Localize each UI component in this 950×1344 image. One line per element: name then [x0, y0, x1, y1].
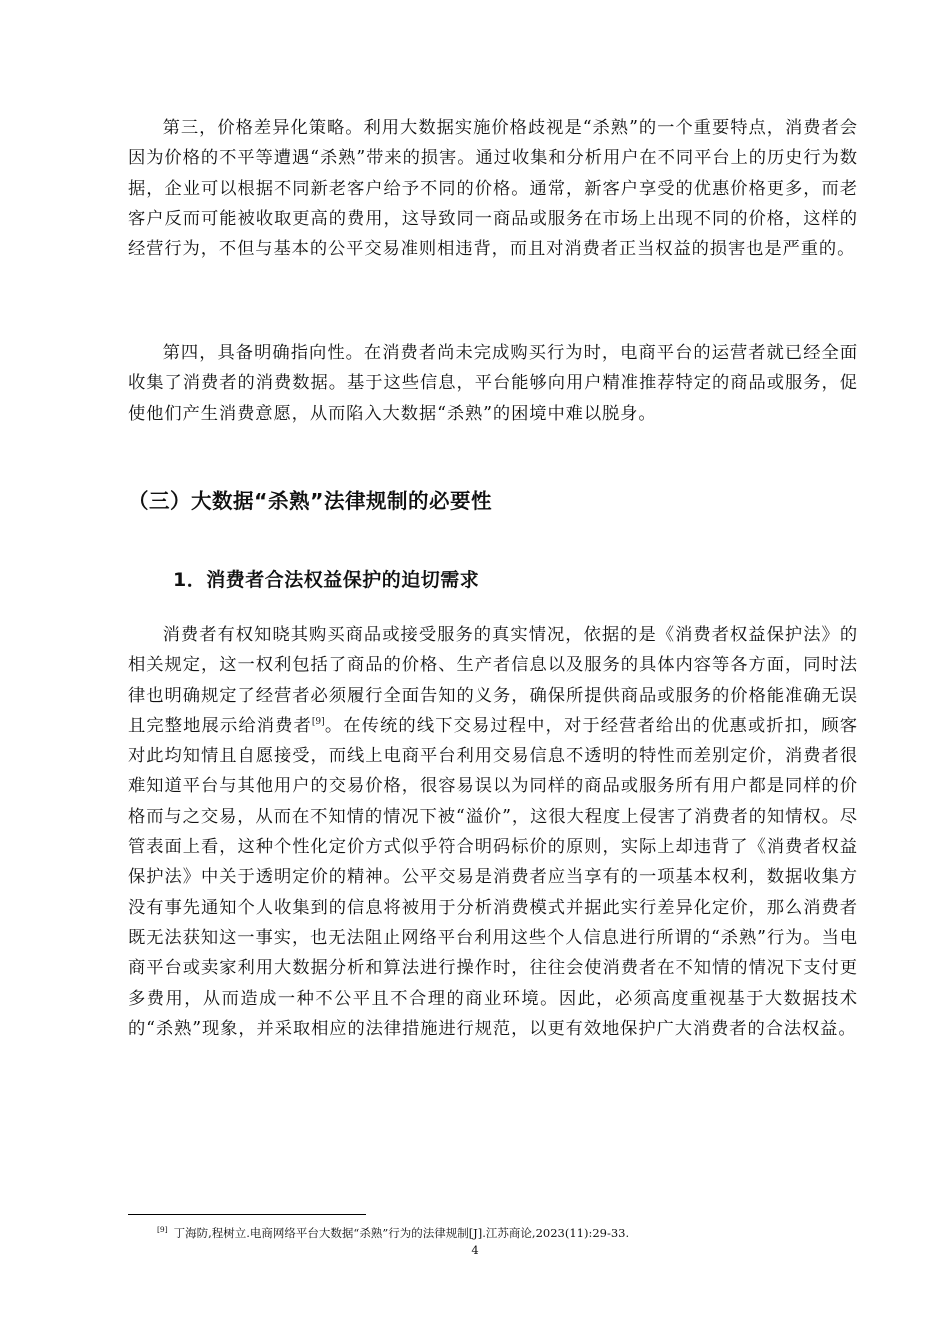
footnote-text: 丁海防,程树立.电商网络平台大数据“杀熟”行为的法律规制[J].江苏商论,2023(11):29-33.	[173, 1226, 630, 1240]
paragraph-price-differentiation: 第三，价格差异化策略。利用大数据实施价格歧视是“杀熟”的一个重要特点，消费者会因为价格的不平等遭遇“杀熟”带来的损害。通过收集和分析用户在不同平台上的历史行为数据，企业可以根据不同新老客户给予不同的价格。通常，新客户享受的优惠价格更多，而老客户反而可能被收取更高的费用，这导致同一商品或服务在市场上出现不同的价格，这样的经营行为，不但与基本的公平交易准则相违背，而且对消费者正当权益的损害也是严重的。	[128, 118, 858, 260]
paragraph-targeting: 第四，具备明确指向性。在消费者尚未完成购买行为时，电商平台的运营者就已经全面收集了消费者的消费数据。基于这些信息，平台能够向用户精准推荐特定的商品或服务，促使他们产生消费意愿，从而陷入大数据“杀熟”的困境中难以脱身。	[128, 343, 858, 424]
section-heading: （三）大数据“杀熟”法律规制的必要性	[128, 489, 492, 513]
page-number: 4	[471, 1243, 479, 1257]
footnote	[157, 1226, 857, 1240]
subsection-heading: 1．消费者合法权益保护的迫切需求	[173, 569, 480, 591]
paragraph-text-part: 。在传统的线下交易过程中，对于经营者给出的优惠或折扣，顾客对此均知情且自愿接受，而线上电商平台利用交易信息不透明的特性而差别定价，消费者很难知道平台与其他用户的交易价格，很容易误以为同样的商品或服务所有用户都是同样的价格而与之交易，从而在不知情的情况下被“溢价”，这很大程度上侵害了消费者的知情权。尽管表面上看，这种个性化定价方式似乎符合明码标价的原则，实际上却违背了《消费者权益保护法》中关于透明定价的精神。公平交易是消费者应当享有的一项基本权利，数据收集方没有事先通知个人收集到的信息将被用于分析消费模式并据此实行差异化定价，那么消费者既无法获知这一事实，也无法阻止网络平台利用这些个人信息进行所谓的“杀熟”行为。当电商平台或卖家利用大数据分析和算法进行操作时，往往会使消费者在不知情的情况下支付更多费用，从而造成一种不公平且不合理的商业环境。因此，必须高度重视基于大数据技术的“杀熟”现象，并采取相应的法律措施进行规范，以更有效地保护广大消费者的合法权益。	[128, 715, 858, 1039]
paragraph-text-part: 消费者有权知晓其购买商品或接受服务的真实情况，依据的是《消费者权益保护法》的相关规定，这一权利包括了商品的价格、生产者信息以及服务的具体内容等各方面，同时法律也明确规定了经营者必须履行全面告知的义务，确保所提供商品或服务的价格能准确无误且完整地展示给消费者	[128, 625, 858, 736]
citation-reference[interactable]: [9]	[311, 717, 325, 728]
footnote-divider	[128, 1214, 366, 1215]
paragraph-consumer-rights	[128, 620, 858, 1044]
footnote-mark: [9]	[157, 1225, 168, 1235]
